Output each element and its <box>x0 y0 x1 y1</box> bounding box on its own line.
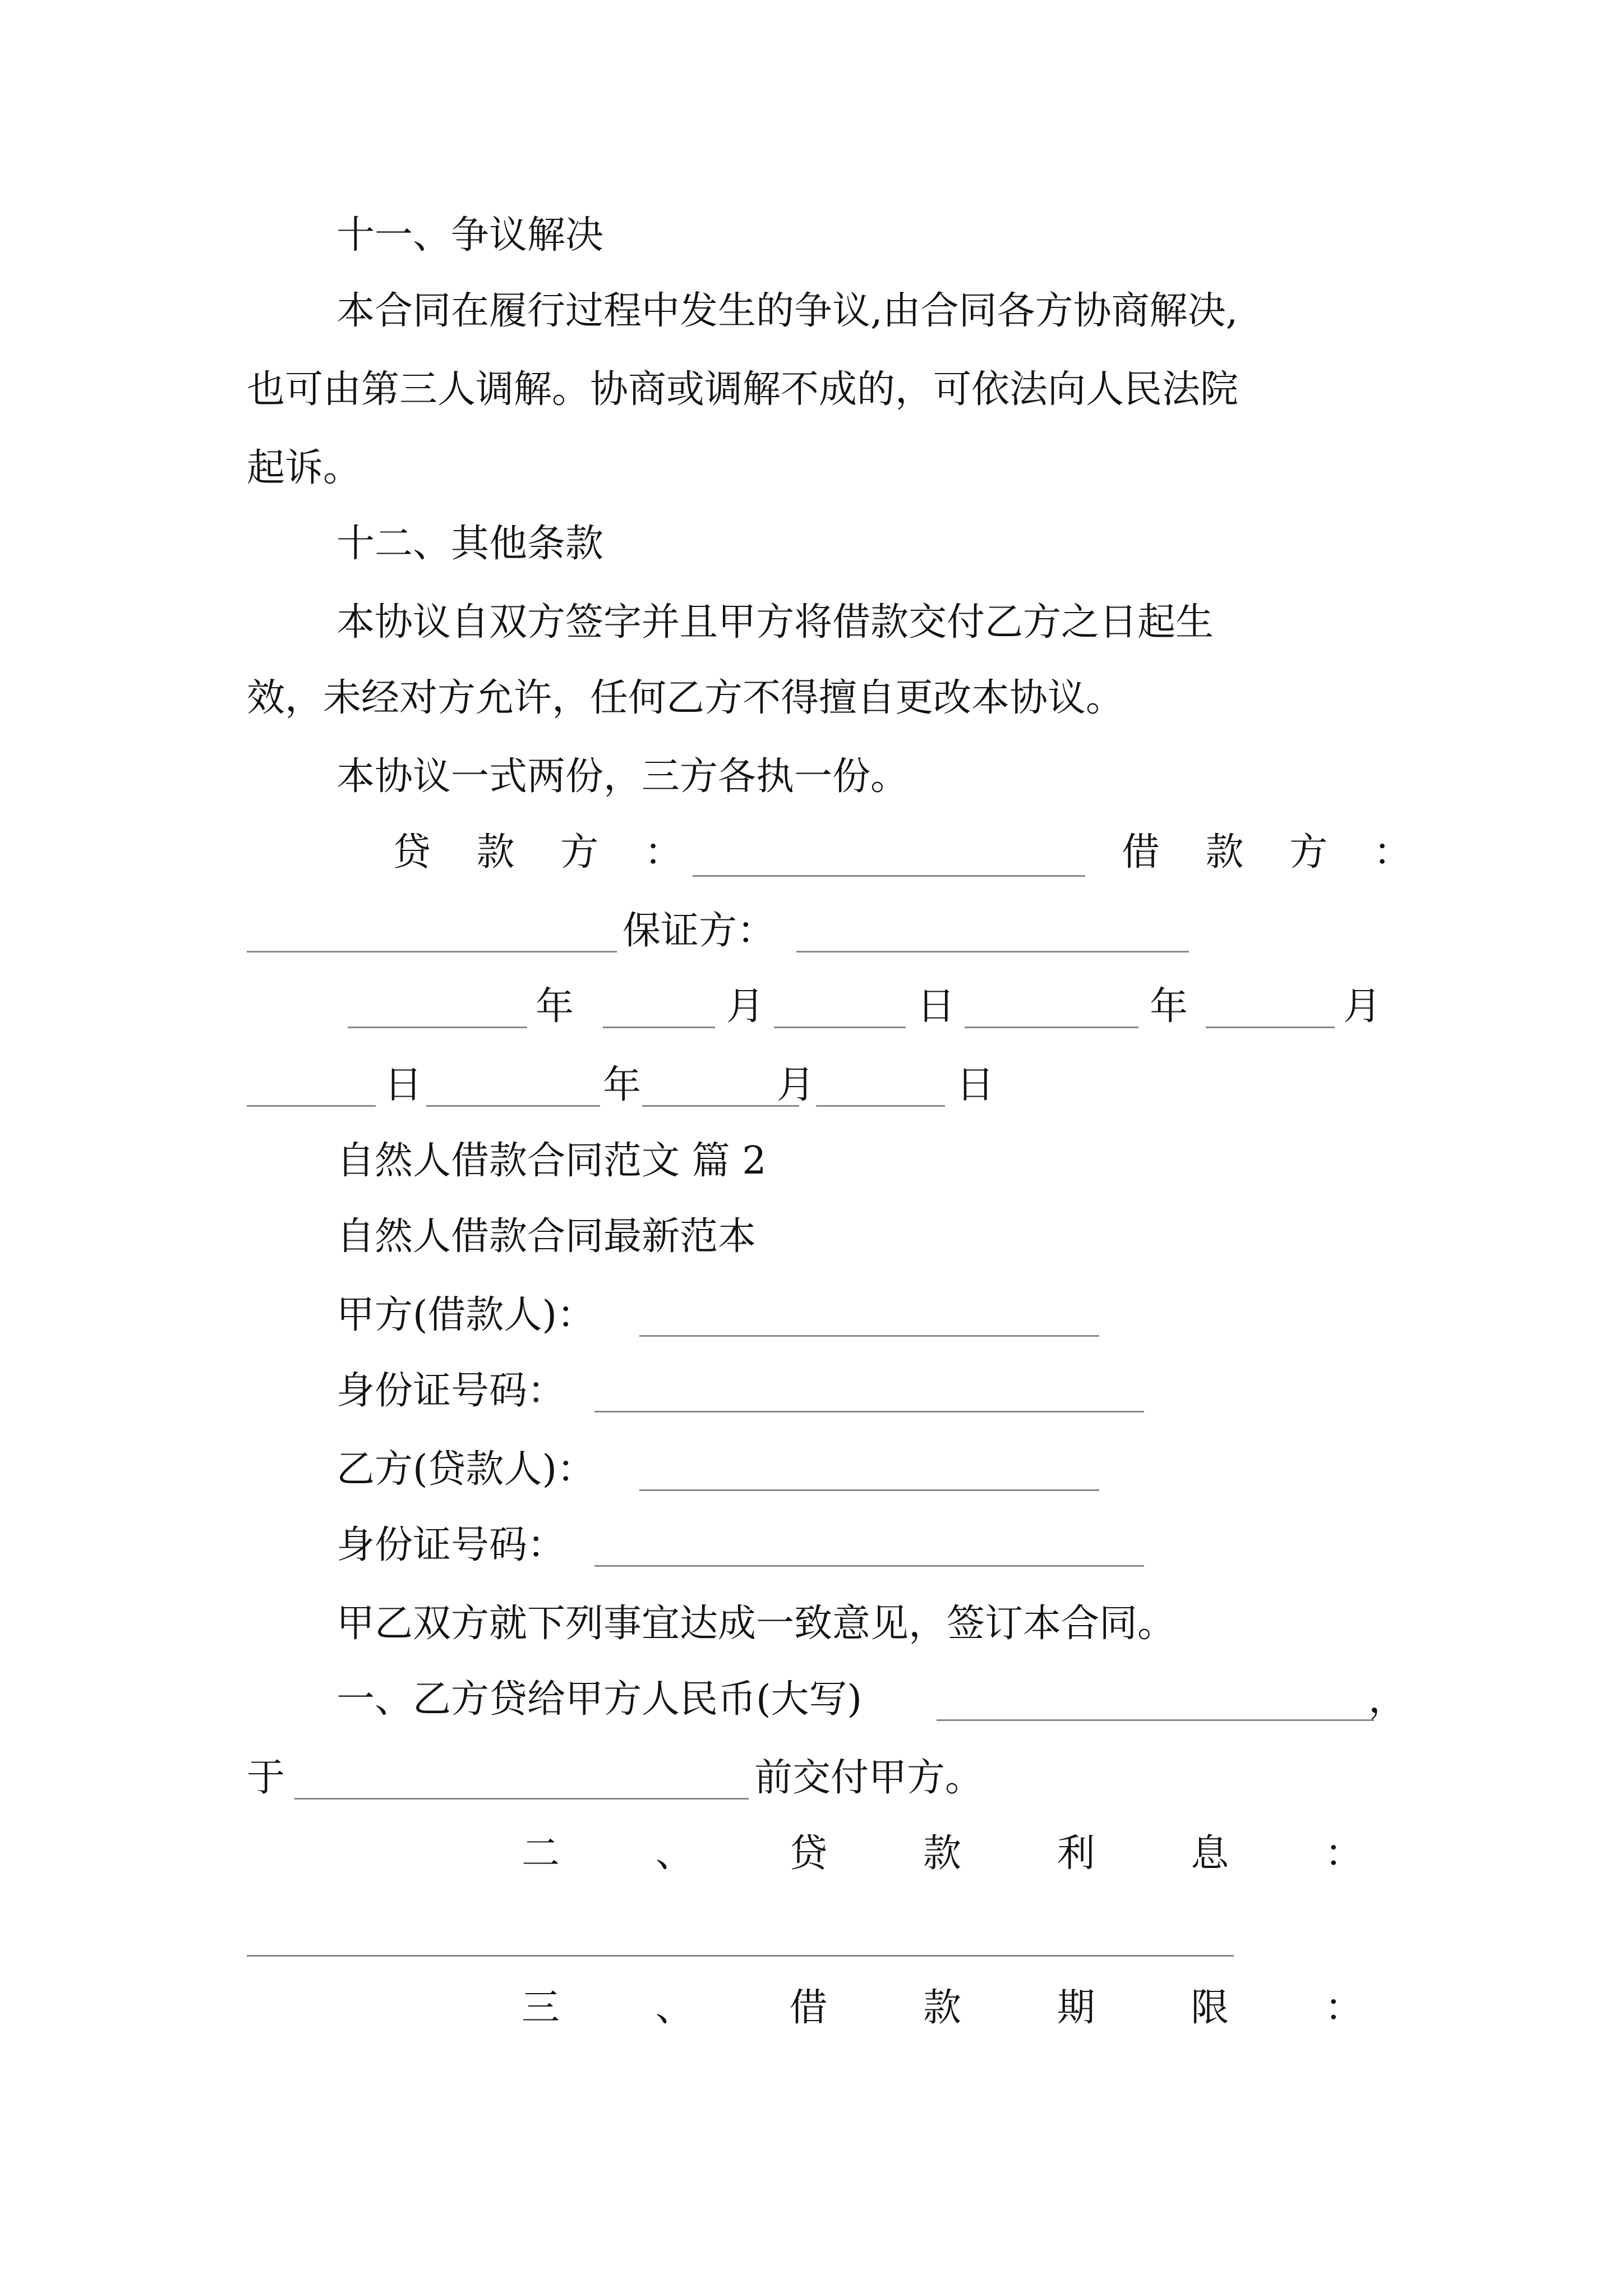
date-year-2: 年 <box>1150 984 1188 1029</box>
clause2-char: 息 <box>1191 1832 1229 1876</box>
guarantor-blank <box>796 951 1189 953</box>
party-a-label: 甲方(借款人)： <box>336 1293 596 1337</box>
date-day-1: 日 <box>917 984 956 1029</box>
clause3-char: 借 <box>789 1986 828 2030</box>
date-blank <box>247 1105 376 1107</box>
clause2-blank <box>247 1955 1234 1957</box>
section11-heading: 十一、争议解决 <box>336 213 604 257</box>
date-month-1: 月 <box>726 984 765 1029</box>
clause3-char: 三 <box>522 1986 560 2030</box>
clause3-char: 限 <box>1191 1986 1229 2030</box>
contract2-title: 自然人借款合同最新范本 <box>336 1214 757 1259</box>
section11-para-line2: 也可由第三人调解。协商或调解不成的，可依法向人民法院 <box>247 367 1239 412</box>
contract2-part-title: 自然人借款合同范文 篇 2 <box>336 1139 767 1183</box>
date-blank <box>1206 1027 1335 1028</box>
section11-para-line1: 本合同在履行过程中发生的争议,由合同各方协商解决, <box>336 289 1238 333</box>
lender-label: 贷 款 方 ： <box>393 830 699 875</box>
date-blank <box>426 1105 600 1107</box>
date-blank <box>348 1027 527 1028</box>
id-b-blank <box>594 1565 1144 1567</box>
date-day-2: 日 <box>384 1063 423 1107</box>
date-blank <box>603 1027 715 1028</box>
clause2-char: 二 <box>522 1832 560 1876</box>
date-day-3: 日 <box>956 1063 995 1107</box>
party-b-blank <box>639 1489 1099 1491</box>
clause1-date-blank <box>294 1798 749 1800</box>
guarantor-label: 保证方： <box>623 909 776 953</box>
section11-para-line3: 起诉。 <box>247 446 362 490</box>
clause1-comma: ， <box>1368 1677 1407 1722</box>
clause3-heading <box>522 1983 1363 2033</box>
clause2-heading <box>522 1829 1363 1879</box>
clause1-date-prefix: 于 <box>247 1756 285 1800</box>
borrower-label: 借 款 方 ： <box>1122 830 1428 875</box>
section12-para2: 本协议一式两份，三方各执一份。 <box>336 754 909 799</box>
date-blank <box>816 1105 945 1107</box>
clause3-char: 期 <box>1057 1986 1095 2030</box>
clause2-char: 利 <box>1057 1832 1095 1876</box>
clause2-char: 贷 <box>789 1832 828 1876</box>
clause3-char: ： <box>1324 1986 1363 2030</box>
clause2-char: 、 <box>655 1832 694 1876</box>
lender-blank <box>693 875 1085 877</box>
agreement-text: 甲乙双方就下列事宜达成一致意见，签订本合同。 <box>336 1602 1176 1646</box>
date-blank <box>642 1105 799 1107</box>
id-b-label: 身份证号码： <box>336 1523 566 1567</box>
section12-heading: 十二、其他条款 <box>336 522 604 566</box>
section12-para1-line1: 本协议自双方签字并且甲方将借款交付乙方之日起生 <box>336 600 1214 645</box>
clause2-char: 款 <box>923 1832 961 1876</box>
date-month-3: 月 <box>777 1063 815 1107</box>
borrower-blank <box>247 951 617 953</box>
clause1-amount-blank <box>937 1719 1374 1721</box>
id-a-blank <box>594 1411 1144 1412</box>
party-a-blank <box>639 1335 1099 1337</box>
date-blank <box>774 1027 906 1028</box>
clause1-date-suffix: 前交付甲方。 <box>754 1756 984 1800</box>
section12-para1-line2: 效，未经对方允许，任何乙方不得擅自更改本协议。 <box>247 676 1124 720</box>
clause2-char: ： <box>1324 1832 1363 1876</box>
party-b-label: 乙方(贷款人)： <box>336 1447 596 1492</box>
clause3-char: 款 <box>923 1986 961 2030</box>
clause1-text: 一、乙方贷给甲方人民币(大写) <box>336 1677 863 1722</box>
date-year-3: 年 <box>603 1063 642 1107</box>
date-month-2: 月 <box>1343 984 1382 1029</box>
id-a-label: 身份证号码： <box>336 1369 566 1413</box>
date-year-1: 年 <box>536 984 574 1029</box>
date-blank <box>965 1027 1138 1028</box>
clause3-char: 、 <box>655 1986 694 2030</box>
